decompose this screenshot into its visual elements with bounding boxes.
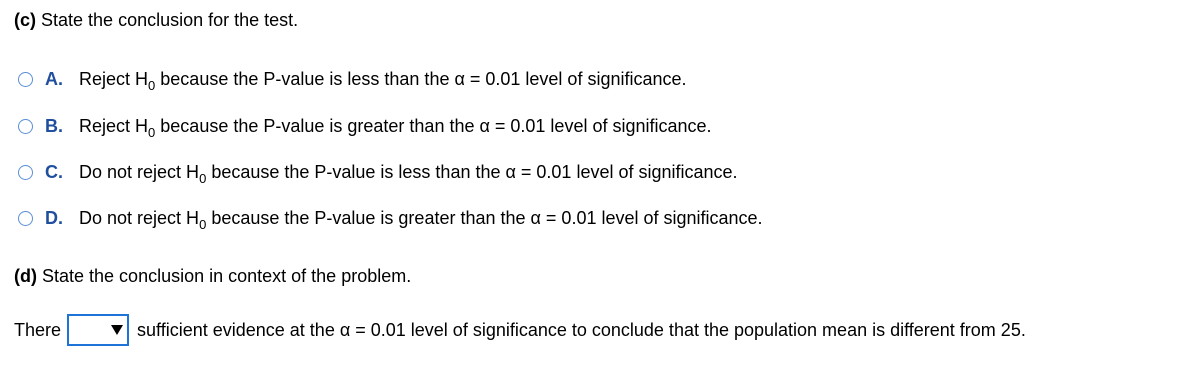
option-a-subscript: 0 xyxy=(148,77,156,93)
option-a-letter: A. xyxy=(45,68,63,89)
option-a-radio[interactable] xyxy=(18,72,33,87)
option-d-text xyxy=(79,207,763,232)
option-c-radio[interactable] xyxy=(18,165,33,180)
option-b[interactable] xyxy=(18,114,712,138)
part-c-label: (c) xyxy=(14,10,36,30)
part-c-prompt: State the conclusion for the test. xyxy=(41,10,299,30)
answer-prefix: There xyxy=(14,319,62,340)
option-b-post: because the P-value is greater than the α = 0.01 level of significance. xyxy=(160,115,712,136)
option-c-pre: Do not reject H xyxy=(79,161,200,182)
option-b-text xyxy=(79,115,712,140)
answer-suffix: sufficient evidence at the α = 0.01 level of significance to conclude that the population mean is different from 25. xyxy=(137,319,1026,340)
triangle-down-icon[interactable] xyxy=(111,325,123,335)
option-d[interactable] xyxy=(18,206,763,230)
evidence-dropdown[interactable] xyxy=(67,314,129,346)
option-a-text xyxy=(79,68,687,93)
option-a-pre: Reject H xyxy=(79,68,149,89)
option-d-subscript: 0 xyxy=(199,216,207,232)
option-c[interactable] xyxy=(18,160,738,184)
option-b-pre: Reject H xyxy=(79,115,149,136)
option-c-text xyxy=(79,161,738,186)
option-d-pre: Do not reject H xyxy=(79,207,200,228)
part-d-label: (d) xyxy=(14,266,37,286)
option-b-radio[interactable] xyxy=(18,119,33,134)
part-d-prompt: State the conclusion in context of the problem. xyxy=(42,266,412,286)
part-c-heading xyxy=(14,10,298,31)
option-d-letter: D. xyxy=(45,207,63,228)
option-d-radio[interactable] xyxy=(18,211,33,226)
option-c-letter: C. xyxy=(45,161,63,182)
option-a[interactable] xyxy=(18,67,687,91)
option-a-post: because the P-value is less than the α = 0.01 level of significance. xyxy=(160,68,687,89)
option-c-post: because the P-value is less than the α = 0.01 level of significance. xyxy=(211,161,738,182)
option-d-post: because the P-value is greater than the α = 0.01 level of significance. xyxy=(211,207,763,228)
option-b-letter: B. xyxy=(45,115,63,136)
option-b-subscript: 0 xyxy=(148,124,156,140)
option-c-subscript: 0 xyxy=(199,170,207,186)
answer-sentence xyxy=(14,312,1026,348)
part-d-heading xyxy=(14,266,411,287)
